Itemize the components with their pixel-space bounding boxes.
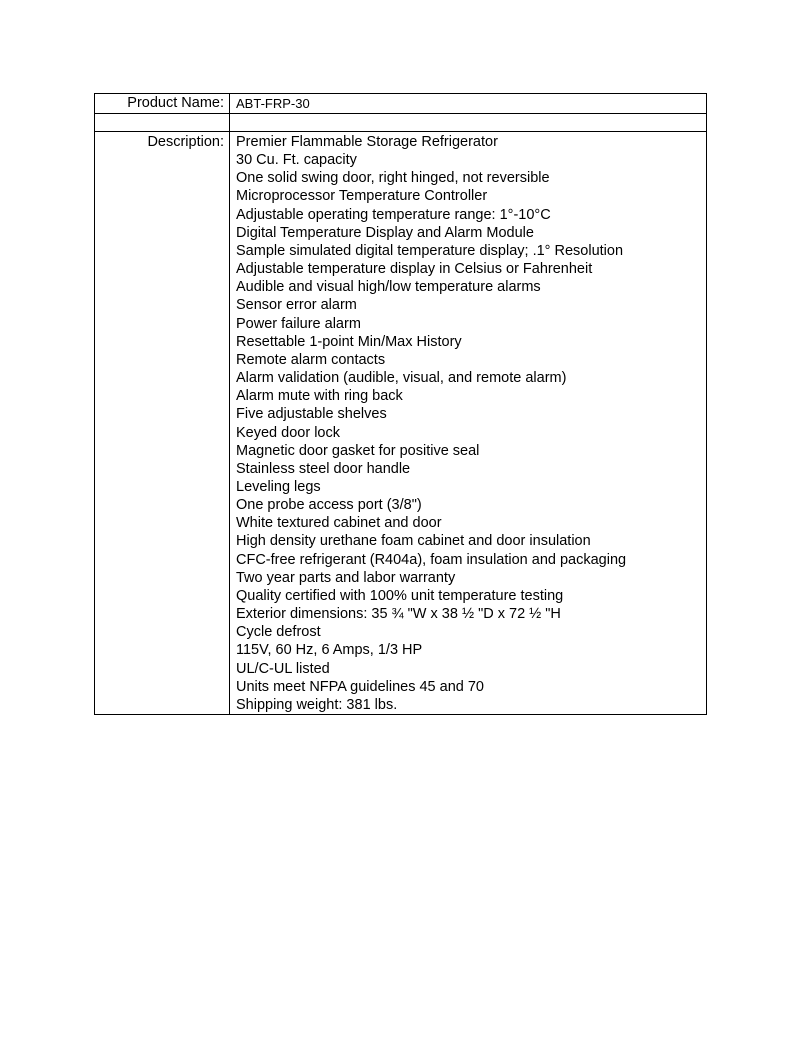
description-line: Audible and visual high/low temperature alarms xyxy=(236,279,541,296)
description-line: One solid swing door, right hinged, not reversible xyxy=(236,170,550,187)
description-line: Remote alarm contacts xyxy=(236,351,386,368)
description-line: Quality certified with 100% unit temperature testing xyxy=(236,587,564,604)
product-spec-table xyxy=(94,93,707,715)
description-line: One probe access port (3/8") xyxy=(236,497,422,514)
description-line: Keyed door lock xyxy=(236,424,340,441)
description-line: Two year parts and labor warranty xyxy=(236,569,456,586)
description-value xyxy=(230,132,707,715)
description-line: Adjustable operating temperature range: 1°-10°C xyxy=(236,206,551,223)
description-line: Premier Flammable Storage Refrigerator xyxy=(236,134,498,150)
product-name-label: Product Name: xyxy=(95,94,230,114)
description-line: Magnetic door gasket for positive seal xyxy=(236,442,480,459)
description-line: Alarm mute with ring back xyxy=(236,388,403,405)
spacer-value-cell xyxy=(230,114,707,132)
product-name-value: ABT-FRP-30 xyxy=(230,94,707,114)
description-line: Digital Temperature Display and Alarm Module xyxy=(236,224,534,241)
product-name-row xyxy=(95,94,707,114)
description-line: Sample simulated digital temperature display; .1° Resolution xyxy=(236,242,624,259)
description-line: UL/C-UL listed xyxy=(236,660,330,677)
description-line: Adjustable temperature display in Celsius or Fahrenheit xyxy=(236,261,593,278)
description-line: Cycle defrost xyxy=(236,624,321,641)
description-line: Resettable 1-point Min/Max History xyxy=(236,333,462,350)
description-line: 115V, 60 Hz, 6 Amps, 1/3 HP xyxy=(236,642,423,659)
description-line: Power failure alarm xyxy=(236,315,361,332)
description-line: Microprocessor Temperature Controller xyxy=(236,188,488,205)
description-line: Leveling legs xyxy=(236,478,321,495)
description-line: Five adjustable shelves xyxy=(236,406,387,423)
spacer-row xyxy=(95,114,707,132)
description-label: Description: xyxy=(95,132,230,715)
description-line: 30 Cu. Ft. capacity xyxy=(236,152,357,169)
description-line: Stainless steel door handle xyxy=(236,460,411,477)
description-list xyxy=(236,133,700,714)
description-line: CFC-free refrigerant (R404a), foam insulation and packaging xyxy=(236,551,627,568)
description-line: Units meet NFPA guidelines 45 and 70 xyxy=(236,678,484,695)
description-line: White textured cabinet and door xyxy=(236,515,442,532)
description-line: Shipping weight: 381 lbs. xyxy=(236,696,398,713)
description-line: Exterior dimensions: 35 ¾ "W x 38 ½ "D x 72 ½ "H xyxy=(236,606,561,623)
spacer-label-cell xyxy=(95,114,230,132)
description-line: Alarm validation (audible, visual, and remote alarm) xyxy=(236,370,567,387)
description-line: High density urethane foam cabinet and door insulation xyxy=(236,533,591,550)
description-line: Sensor error alarm xyxy=(236,297,357,314)
description-row xyxy=(95,132,707,715)
